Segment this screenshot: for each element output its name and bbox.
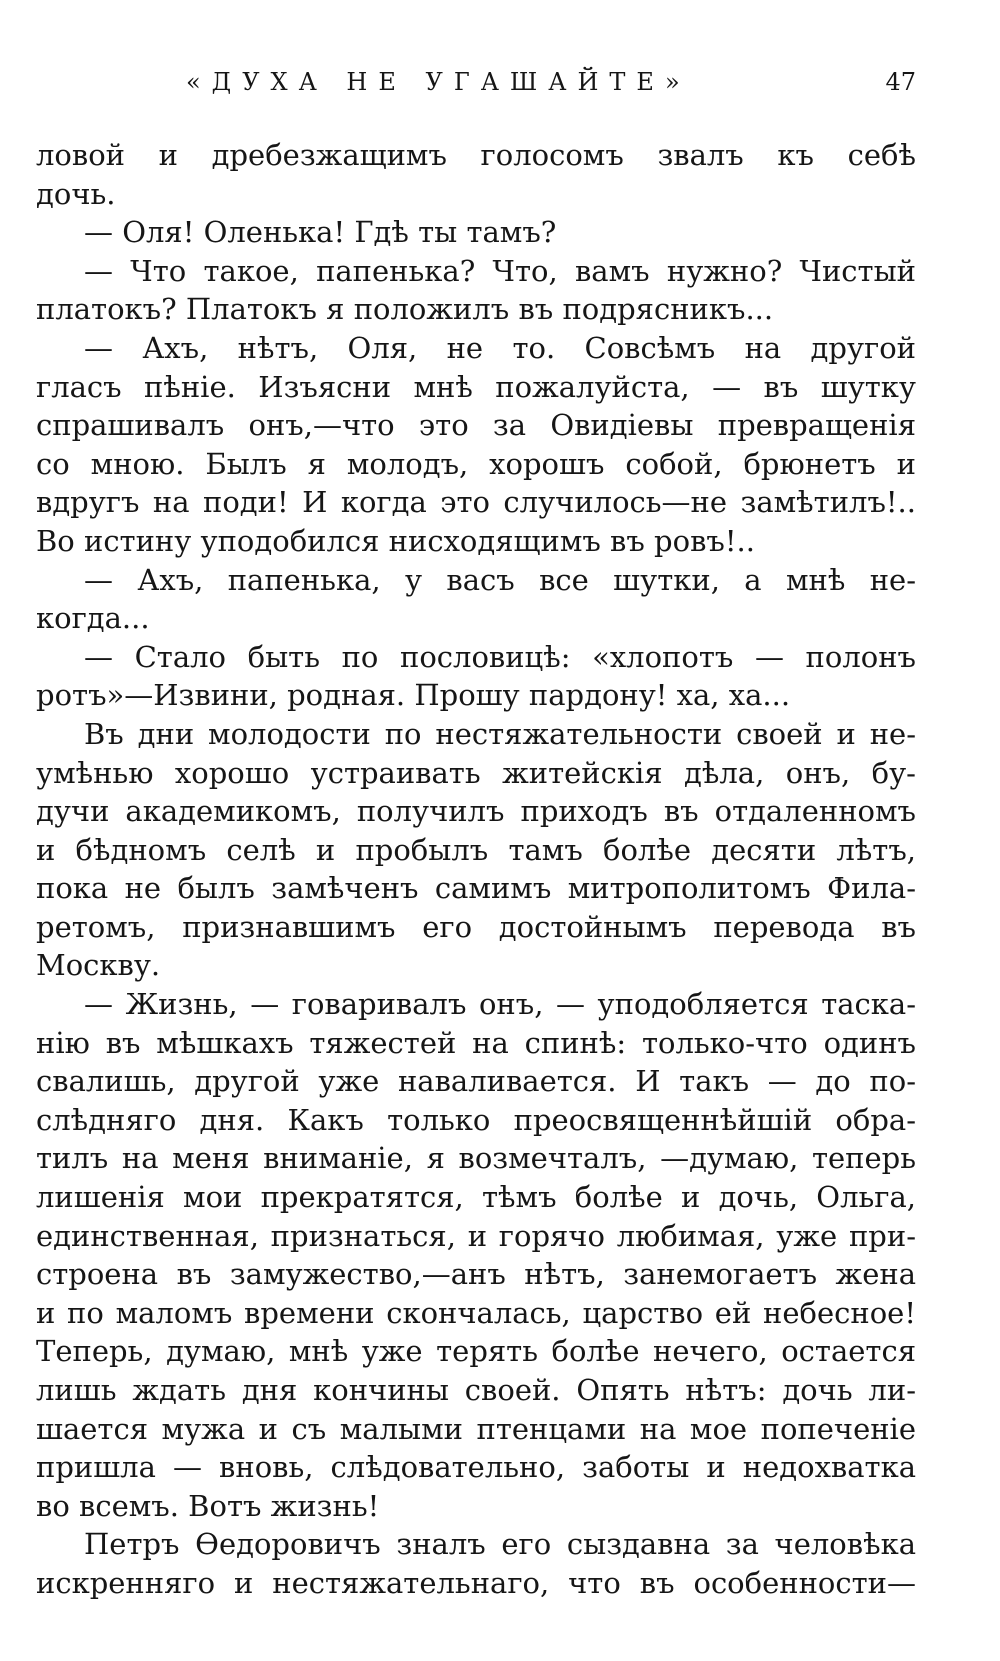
text-line: — Ахъ, нѣтъ, Оля, не то. Совсѣмъ на другой bbox=[84, 330, 916, 365]
text-line: свалишь, другой уже наваливается. И такъ — до по- bbox=[36, 1064, 916, 1099]
text-line: ловой и дребезжащимъ голосомъ звалъ къ себѣ bbox=[36, 138, 916, 172]
text-line: — Ахъ, папенька, у васъ все шутки, а мнѣ не- bbox=[84, 562, 916, 597]
text-line: — Оля! Оленька! Гдѣ ты тамъ? bbox=[84, 215, 557, 250]
text-line: дучи академикомъ, получилъ приходъ въ отдаленномъ bbox=[36, 794, 916, 829]
text-line: строена въ замужество,—анъ нѣтъ, занемогаетъ жена bbox=[36, 1257, 916, 1292]
text-line: платокъ? Платокъ я положилъ въ подрясникъ... bbox=[36, 292, 774, 327]
running-title: «ДУХА НЕ УГАШАЙТЕ» bbox=[186, 68, 691, 96]
text-line: слѣдняго дня. Какъ только преосвященнѣйшій обра- bbox=[36, 1102, 916, 1137]
text-line: пришла — вновь, слѣдовательно, заботы и недохватка bbox=[36, 1450, 916, 1485]
text-line: лишь ждать дня кончины своей. Опять нѣтъ: дочь ли- bbox=[36, 1373, 916, 1407]
text-line: единственная, признаться, и горячо любимая, уже при- bbox=[36, 1218, 916, 1253]
text-line: пока не былъ замѣченъ самимъ митрополитомъ Фила- bbox=[36, 871, 916, 906]
text-line: Въ дни молодости по нестяжательности своей и не- bbox=[84, 716, 916, 751]
text-line: когда... bbox=[36, 601, 150, 636]
text-line: вдругъ на поди! И когда это случилось—не замѣтилъ!.. bbox=[36, 485, 916, 520]
text-line: лишенія мои прекратятся, тѣмъ болѣе и дочь, Ольга, bbox=[36, 1180, 916, 1215]
text-line: умѣнью хорошо устраивать житейскія дѣла, онъ, бу- bbox=[36, 755, 916, 790]
text-line: тилъ на меня вниманіе, я возмечталъ, —думаю, теперь bbox=[36, 1141, 916, 1176]
text-line: шается мужа и съ малыми птенцами на мое попеченіе bbox=[36, 1411, 916, 1446]
text-line: Во истину уподобился нисходящимъ въ ровъ!.. bbox=[36, 523, 755, 558]
page-number: 47 bbox=[885, 68, 916, 96]
text-line: Петръ Ѳедоровичъ зналъ его сыздавна за человѣка bbox=[84, 1527, 916, 1562]
text-line: и бѣдномъ селѣ и пробылъ тамъ болѣе десяти лѣтъ, bbox=[36, 832, 916, 867]
text-line: — Жизнь, — говаривалъ онъ, — уподобляется таска- bbox=[84, 987, 916, 1022]
text-line: спрашивалъ онъ,—что это за Овидіевы превращенія bbox=[36, 408, 916, 443]
text-line: ротъ»—Извини, родная. Прошу пардону! ха, ха... bbox=[36, 678, 791, 713]
text-line: искренняго и нестяжательнаго, что въ особенности— bbox=[36, 1565, 916, 1600]
body-text bbox=[36, 136, 916, 1603]
text-line: и по маломъ времени скончалась, царство ей небесное! bbox=[36, 1295, 916, 1330]
text-line: гласъ пѣніе. Изъясни мнѣ пожалуйста, — въ шутку bbox=[36, 369, 916, 404]
text-line: ретомъ, признавшимъ его достойнымъ перевода въ bbox=[36, 909, 916, 944]
text-line: Москву. bbox=[36, 948, 161, 983]
text-line: со мною. Былъ я молодъ, хорошъ собой, брюнетъ и bbox=[36, 446, 916, 481]
text-line: дочь. bbox=[36, 176, 116, 211]
text-line: Теперь, думаю, мнѣ уже терять болѣе нечего, остается bbox=[36, 1334, 916, 1369]
text-line: — Стало быть по пословицѣ: «хлопотъ — полонъ bbox=[84, 639, 916, 674]
page-header bbox=[36, 68, 916, 108]
text-line: во всемъ. Вотъ жизнь! bbox=[36, 1488, 380, 1523]
text-line: нію въ мѣшкахъ тяжестей на спинѣ: только-что одинъ bbox=[36, 1025, 916, 1060]
text-line: — Что такое, папенька? Что, вамъ нужно? Чистый bbox=[84, 253, 916, 288]
